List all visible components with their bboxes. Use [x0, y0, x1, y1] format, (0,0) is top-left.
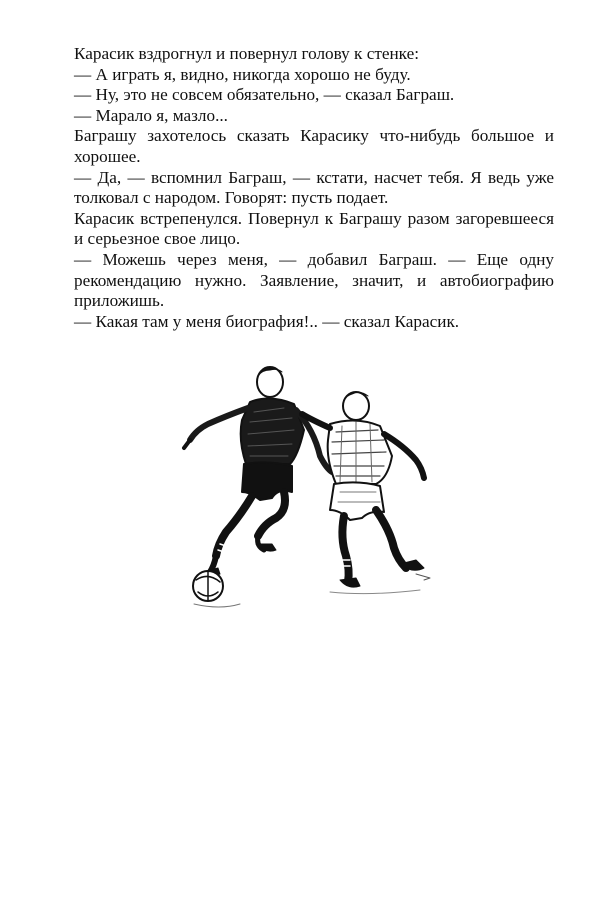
- right-player: [302, 392, 430, 594]
- football-players-sketch-icon: [180, 360, 440, 620]
- paragraph-4: — Марало я, мазло...: [74, 105, 228, 125]
- paragraph-2: — А играть я, видно, никогда хорошо не буду.: [74, 64, 411, 84]
- paragraph-8: — Можешь через меня, — добавил Баграш. — Еще одну рекомендацию нужно. Заявление, значит, и автобиографию приложишь.: [74, 249, 554, 311]
- paragraph-6: — Да, — вспомнил Баграш, — кстати, насчет тебя. Я ведь уже толковал с народом. Говорят: пусть подает.: [74, 167, 554, 208]
- paragraph-9: — Какая там у меня биография!.. — сказал Карасик.: [74, 311, 460, 331]
- paragraph-5: Баграшу захотелось сказать Карасику что-нибудь большое и хорошее.: [74, 126, 554, 166]
- football: [193, 571, 240, 607]
- paragraph-7: Карасик встрепенулся. Повернул к Баграшу разом загоревшееся и серьезное свое лицо.: [74, 208, 554, 249]
- paragraph-3: — Ну, это не совсем обязательно, — сказал Баграш.: [74, 85, 455, 105]
- text-block: [74, 44, 554, 332]
- left-player: [184, 367, 332, 576]
- paragraph-1: Карасик вздрогнул и повернул голову к стенке:: [74, 44, 419, 63]
